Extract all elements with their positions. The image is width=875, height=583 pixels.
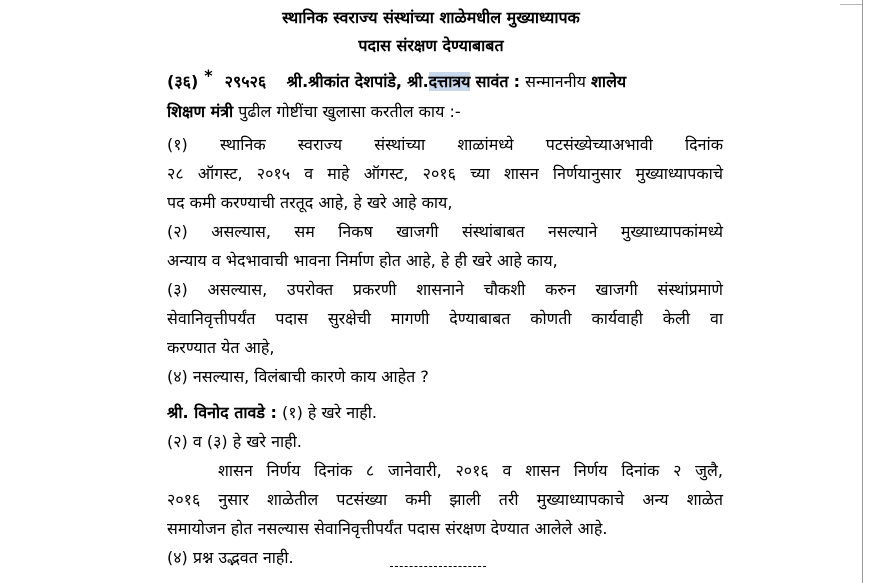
question-3-line-3: करण्यात येत आहे,: [167, 338, 275, 357]
answering-minister: श्री. विनोद तावडे :: [167, 403, 277, 422]
colon: :: [513, 72, 521, 91]
answer-4: (४) प्रश्न उद्भवत नाही.: [167, 548, 294, 567]
question-id: २९५२६: [224, 72, 267, 91]
scroll-gutter[interactable]: [863, 0, 875, 583]
question-header: [167, 66, 787, 92]
page-corner-marker: [840, 4, 862, 5]
member-name-1: श्री.श्रीकांत देशपांडे,: [286, 72, 402, 91]
answer-paragraph-line-3: समायोजन होत नसल्यास सेवानिवृत्तीपर्यंत पदास संरक्षण देण्यात आलेले आहे.: [167, 519, 608, 538]
address-text: सन्माननीय: [525, 72, 586, 91]
member-name-2-prefix: श्री.: [407, 72, 429, 91]
answer-paragraph-line-1: शासन निर्णय दिनांक ८ जानेवारी, २०१६ व शासन निर्णय दिनांक २ जुलै,: [218, 461, 723, 480]
selected-text-highlight[interactable]: दत्तात्रय: [428, 72, 471, 91]
answer-paragraph-line-2: २०१६ नुसार शाळेतील पटसंख्या कमी झाली तरी मुख्याध्यापकाचे अन्य शाळेत: [167, 490, 723, 509]
star-mark: *: [204, 66, 213, 85]
answer-line-1: [167, 401, 377, 423]
question-3-line-2: सेवानिवृत्तीपर्यंत पदास सुरक्षेची मागणी देण्याबाबत कोणती कार्यवाही केली वा: [167, 309, 723, 328]
section-separator: [390, 566, 486, 567]
question-1-line-2: २८ ऑगस्ट, २०१५ व माहे ऑगस्ट, २०१६ च्या शासन निर्णयानुसार मुख्याध्यापकाचे: [167, 164, 723, 183]
minister-title: शिक्षण मंत्री: [167, 102, 234, 121]
answer-2-3: (२) व (३) हे खरे नाही.: [167, 432, 302, 451]
address-bold-1: शालेय: [591, 72, 627, 91]
question-1-line-1: (१) स्थानिक स्वराज्य संस्थांच्या शाळांमध्ये पटसंख्येच्याअभावी दिनांक: [167, 135, 723, 154]
question-1-line-3: पद कमी करण्याची तरतूद आहे, हे खरे आहे काय,: [167, 193, 453, 212]
document-heading-line2: पदास संरक्षण देण्याबाबत: [358, 36, 504, 55]
question-number: (३६): [167, 72, 199, 91]
question-intro: [167, 100, 461, 122]
answer-1: (१) हे खरे नाही.: [282, 403, 377, 422]
member-name-2-suffix: सावंत: [475, 72, 509, 91]
question-3-line-1: (३) असल्यास, उपरोक्त प्रकरणी शासनाने चौकशी करुन खाजगी संस्थांप्रमाणे: [167, 280, 723, 299]
question-4: (४) नसल्यास, विलंबाची कारणे काय आहेत ?: [167, 367, 429, 386]
question-2-line-1: (२) असल्यास, सम निकष खाजगी संस्थांबाबत नसल्याने मुख्याध्यापकांमध्ये: [167, 222, 723, 241]
question-2-line-2: अन्याय व भेदभावाची भावना निर्माण होत आहे, हे ही खरे आहे काय,: [167, 251, 558, 270]
document-heading-line1: स्थानिक स्वराज्य संस्थांच्या शाळेमधील मुख्याध्यापक: [282, 8, 580, 27]
intro-text: पुढील गोष्टींचा खुलासा करतील काय :-: [238, 102, 461, 121]
